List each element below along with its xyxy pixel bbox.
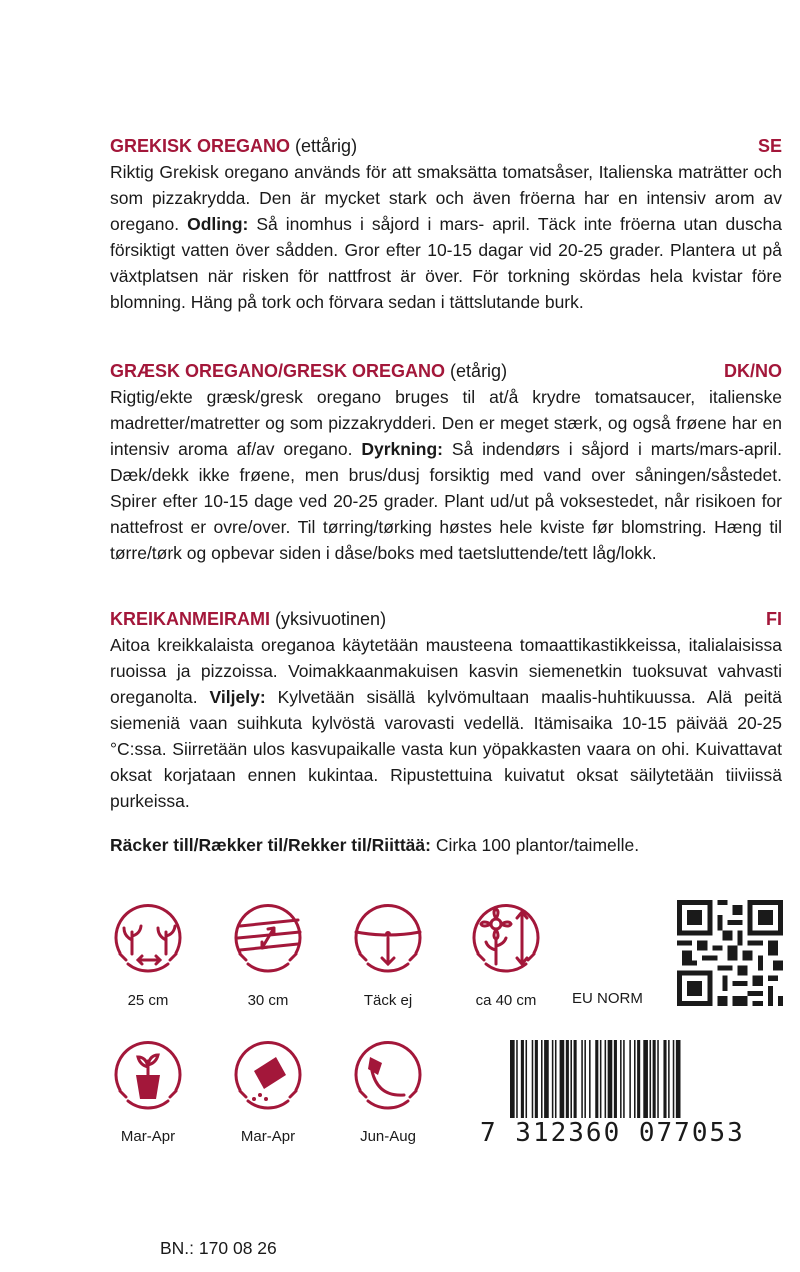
section-fi — [110, 606, 782, 814]
text-part: Rigtig/ekte græsk/gresk oregano bruges til at/å krydre tomatsaucer, italienske madretter/matretter og som pizzakrydderi. Den er meget stærk, og også frøene har en intensiv aroma af/av oregano. — [110, 387, 782, 459]
section-text — [110, 159, 782, 315]
yield-line — [110, 832, 639, 858]
harvest-icon — [348, 1035, 428, 1115]
icon-label: Mar-Apr — [120, 1128, 176, 1145]
yield-label: Räcker till/Rækker til/Rekker til/Riittää: — [110, 835, 431, 855]
section-se — [110, 133, 782, 315]
icon-label: 30 cm — [247, 992, 289, 1009]
section-qualifier: (etårig) — [450, 361, 508, 381]
icon-label: ca 40 cm — [475, 992, 537, 1009]
row-spacing-icon — [228, 898, 308, 978]
plant-height-icon — [466, 898, 546, 978]
section-qualifier: (ettårig) — [295, 136, 358, 156]
outdoor-sowing-icon — [228, 1035, 308, 1115]
icon-label: Täck ej — [363, 992, 413, 1009]
eu-norm-label: EU NORM — [572, 990, 643, 1007]
batch-number: BN.: 170 08 26 — [160, 1238, 277, 1258]
section-heading — [110, 606, 782, 632]
language-code: DK/NO — [724, 361, 782, 381]
cultivation-label: Viljely: — [209, 687, 266, 707]
section-title: GRÆSK OREGANO/GRESK OREGANO — [110, 361, 446, 381]
qr-code — [677, 900, 783, 1006]
text-part: Aitoa kreikkalaista oreganoa käytetään mausteena tomaattikastikkeissa, italialaisissa ruoissa ja pizzoissa. Voimakkaanmakuisen kasvin siemenetkin tuoksuvat vahvasti oreganolta. — [110, 635, 782, 707]
plant-spacing-icon — [108, 898, 188, 978]
barcode-digits: 7 312360 077053 — [480, 1118, 745, 1148]
sowing-depth-icon — [348, 898, 428, 978]
text-part: Så indendørs i såjord i marts/mars-april. Dæk/dekk ikke frøene, men brus/dusj forsiktig med vand over såningen/såstedet. Spirer efter 10-15 dage ved 20-25 grader. Plant ud/ut på voksestedet, når risikoen for nattefrost er ovre/over. Til tørring/tørking høstes hele kviste før blomstring. Hæng til tørre/tørk og opbevar siden i dåse/boks med taetsluttende/tett låg/lokk. — [110, 439, 782, 563]
text-part: Så inomhus i såjord i mars- april. Täck inte fröerna utan duscha försiktigt vatten över sådden. Gror efter 10-15 dagar vid 20-25 grader. Plantera ut på växtplatsen när risken för nattfrost är över. För torkning skördas hela kvistar före blomning. Häng på tork och förvara sedan i tättslutande burk. — [110, 214, 782, 312]
section-heading — [110, 358, 782, 384]
yield-value: Cirka 100 plantor/taimelle. — [430, 835, 640, 855]
icon-label: Mar-Apr — [240, 1128, 296, 1145]
section-heading — [110, 133, 782, 159]
cultivation-label: Dyrkning: — [361, 439, 444, 459]
language-code: FI — [766, 609, 782, 629]
section-text — [110, 384, 782, 566]
cultivation-label: Odling: — [187, 214, 249, 234]
language-code: SE — [757, 136, 782, 156]
section-dk-no — [110, 358, 782, 566]
section-title: GREKISK OREGANO — [110, 136, 291, 156]
indoor-sowing-icon — [108, 1035, 188, 1115]
text-part: Kylvetään sisällä kylvömultaan maalis-huhtikuussa. Alä peitä siemeniä vaan suihkuta kylvöstä varovasti vedellä. Itämisaika 10-15 päivää 20-25 °C:ssa. Siirretään ulos kasvupaikalle vasta kun yöpakkasten vaara on ohi. Kuivattavat oksat korjataan ennen kukintaa. Ripustettuina kuivatut oksat säilytetään tiiviissä purkeissa. — [110, 687, 782, 811]
section-qualifier: (yksivuotinen) — [275, 609, 387, 629]
section-text — [110, 632, 782, 814]
section-title: KREIKANMEIRAMI — [110, 609, 270, 629]
text-part: Riktig Grekisk oregano används för att smaksätta tomatsåser, Italienska maträtter och som pizzakrydda. Den är mycket stark och även fröerna har en intensiv arom av oregano. — [110, 162, 782, 234]
icon-label: Jun-Aug — [360, 1128, 416, 1145]
icon-label: 25 cm — [127, 992, 169, 1009]
